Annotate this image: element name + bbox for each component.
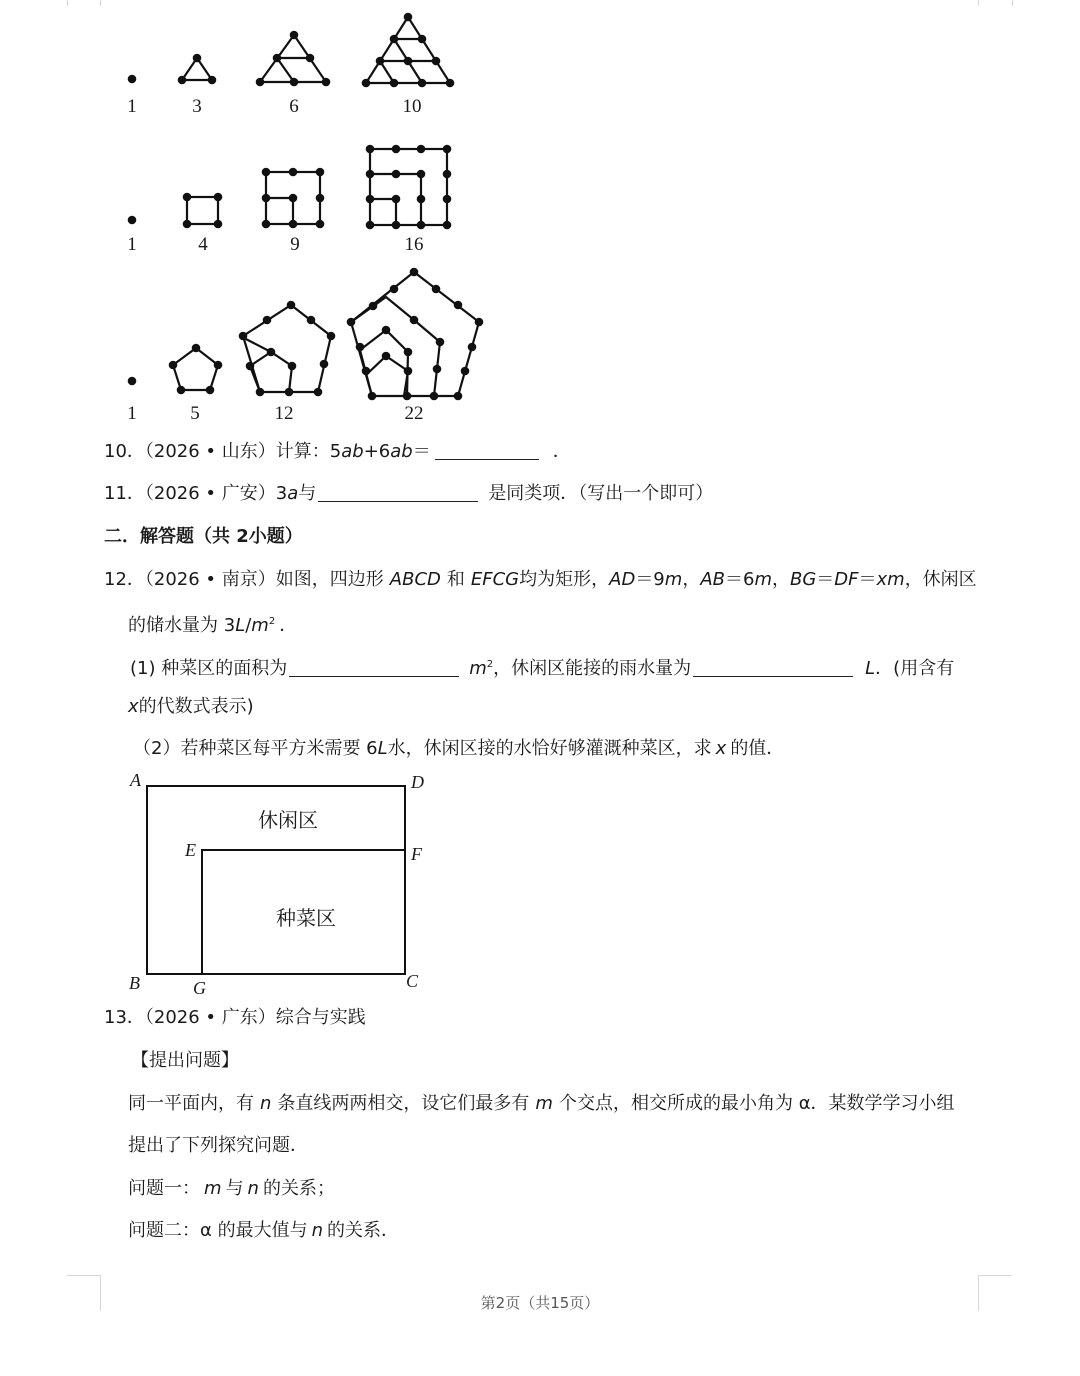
figure-number: 12 xyxy=(274,403,294,424)
variable: m xyxy=(251,615,269,636)
variable: n xyxy=(260,1093,272,1114)
crop-mark xyxy=(67,1275,101,1276)
expr: ＝ xyxy=(412,441,431,462)
text: ＝ xyxy=(858,569,877,590)
text: （2026 • 南京）如图，四边形 xyxy=(144,569,384,590)
question-13-problem-2 xyxy=(128,1219,399,1243)
vertex-label-f: F xyxy=(411,844,422,864)
variable: L xyxy=(377,738,388,759)
vertex-label-b: B xyxy=(129,973,140,993)
crop-mark xyxy=(1012,0,1013,6)
superscript: 2 xyxy=(268,616,276,627)
answer-blank[interactable] xyxy=(693,658,853,677)
text: ．(用含有 xyxy=(875,658,955,679)
question-13 xyxy=(104,1006,366,1030)
dot xyxy=(129,76,135,82)
variable: m xyxy=(469,658,487,679)
variable: ABCD xyxy=(389,569,441,590)
expr: +6 xyxy=(363,441,391,462)
figure-number: 3 xyxy=(192,96,202,117)
variable: xm xyxy=(876,569,905,590)
question-12-part-1-cont xyxy=(128,695,254,719)
garden-area-label: 种菜区 xyxy=(276,908,336,930)
variable: m xyxy=(664,569,683,590)
text: 水，休闲区接的水恰好够灌溉种菜区，求 xyxy=(387,738,712,759)
text: ＝9 xyxy=(635,569,665,590)
variable: L xyxy=(235,615,246,636)
crop-mark xyxy=(978,1275,1012,1276)
question-12-part-2 xyxy=(133,737,784,761)
text: 问题二：α 的最大值与 xyxy=(128,1220,308,1241)
superscript: 2 xyxy=(486,659,494,670)
figure-number: 6 xyxy=(289,96,299,117)
polygonal-numbers-figure xyxy=(0,0,500,420)
text: 的关系． xyxy=(327,1220,400,1241)
question-source: （2026 • 山东）计算： xyxy=(144,441,330,462)
question-number: 10． xyxy=(104,441,145,462)
text: ， xyxy=(771,569,790,590)
text: 均为矩形， xyxy=(519,569,610,590)
figure-number: 22 xyxy=(404,403,424,424)
crop-mark xyxy=(978,0,979,6)
text: ＝ xyxy=(816,569,835,590)
question-11 xyxy=(104,482,713,506)
expr: ab xyxy=(341,441,364,462)
rectangle-diagram xyxy=(120,765,440,1000)
text: 同一平面内，有 xyxy=(128,1093,254,1114)
variable: BG xyxy=(789,569,817,590)
vertex-label-c: C xyxy=(406,971,419,991)
vertex-label-e: E xyxy=(185,840,196,860)
figure-number: 16 xyxy=(404,234,424,255)
question-number: 12． xyxy=(104,569,145,590)
variable: DF xyxy=(834,569,859,590)
answer-blank[interactable] xyxy=(318,483,478,502)
vertex-label-a: A xyxy=(130,770,141,790)
question-13-heading: 【提出问题】 xyxy=(131,1050,239,1071)
variable: n xyxy=(247,1178,259,1199)
punct: ． xyxy=(552,441,571,462)
page-footer: 第2页（共15页） xyxy=(480,1294,600,1312)
text: ． xyxy=(279,615,298,636)
text: 与 xyxy=(225,1178,244,1199)
question-12-part-1 xyxy=(130,653,954,681)
variable: m xyxy=(204,1178,222,1199)
variable: m xyxy=(754,569,772,590)
expr: 5 xyxy=(329,441,342,462)
variable: L xyxy=(865,658,876,679)
variable: x xyxy=(715,738,727,759)
expr: ab xyxy=(390,441,413,462)
text: （2）若种菜区每平方米需要 6 xyxy=(133,738,378,759)
question-12-line-1 xyxy=(104,568,977,592)
text: ， xyxy=(682,569,701,590)
figure-number: 1 xyxy=(127,403,137,424)
answer-blank[interactable] xyxy=(289,658,459,677)
question-source: （2026 • 广安）3 xyxy=(144,483,288,504)
text: (1) 种菜区的面积为 xyxy=(130,658,288,679)
text: 的储水量为 3 xyxy=(128,615,236,636)
variable: x xyxy=(128,696,139,717)
variable: a xyxy=(287,483,299,504)
question-number: 11． xyxy=(104,483,145,504)
figure-number: 9 xyxy=(290,234,300,255)
text: 问题一： xyxy=(128,1178,200,1199)
text: 的关系； xyxy=(262,1178,335,1199)
figure-number: 1 xyxy=(127,96,137,117)
text: 的代数式表示) xyxy=(138,696,254,717)
text: 个交点，相交所成的最小角为 α．某数学学习小组 xyxy=(558,1093,955,1114)
variable: EFCG xyxy=(470,569,520,590)
variable: m xyxy=(535,1093,553,1114)
vertex-label-d: D xyxy=(411,772,424,792)
figure-number: 10 xyxy=(402,96,422,117)
variable: AD xyxy=(609,569,636,590)
question-12-line-2 xyxy=(128,610,297,638)
text: / xyxy=(245,615,252,636)
leisure-area-label: 休闲区 xyxy=(258,810,318,832)
question-source: （2026 • 广东）综合与实践 xyxy=(144,1007,366,1028)
text: 与 xyxy=(298,483,317,504)
text: 和 xyxy=(446,569,465,590)
text: ，休闲区 xyxy=(904,569,977,590)
variable: n xyxy=(311,1220,324,1241)
figure-number: 4 xyxy=(198,234,208,255)
text: ，休闲区能接的雨水量为 xyxy=(493,658,692,679)
question-13-para-2: 提出了下列探究问题． xyxy=(128,1135,308,1156)
answer-blank[interactable] xyxy=(435,441,539,460)
section-heading: 二．解答题（共 2小题） xyxy=(104,526,303,547)
question-10 xyxy=(104,440,571,464)
vertex-label-g: G xyxy=(193,978,206,998)
text: 的值． xyxy=(730,738,785,759)
figure-number: 5 xyxy=(190,403,200,424)
variable: AB xyxy=(700,569,725,590)
question-13-problem-1 xyxy=(128,1177,335,1201)
text: 条直线两两相交，设它们最多有 xyxy=(277,1093,530,1114)
text: 是同类项．（写出一个即可） xyxy=(488,483,714,504)
question-13-para-1 xyxy=(128,1092,955,1116)
figure-number: 1 xyxy=(127,234,137,255)
text: ＝6 xyxy=(724,569,755,590)
question-number: 13． xyxy=(104,1007,145,1028)
